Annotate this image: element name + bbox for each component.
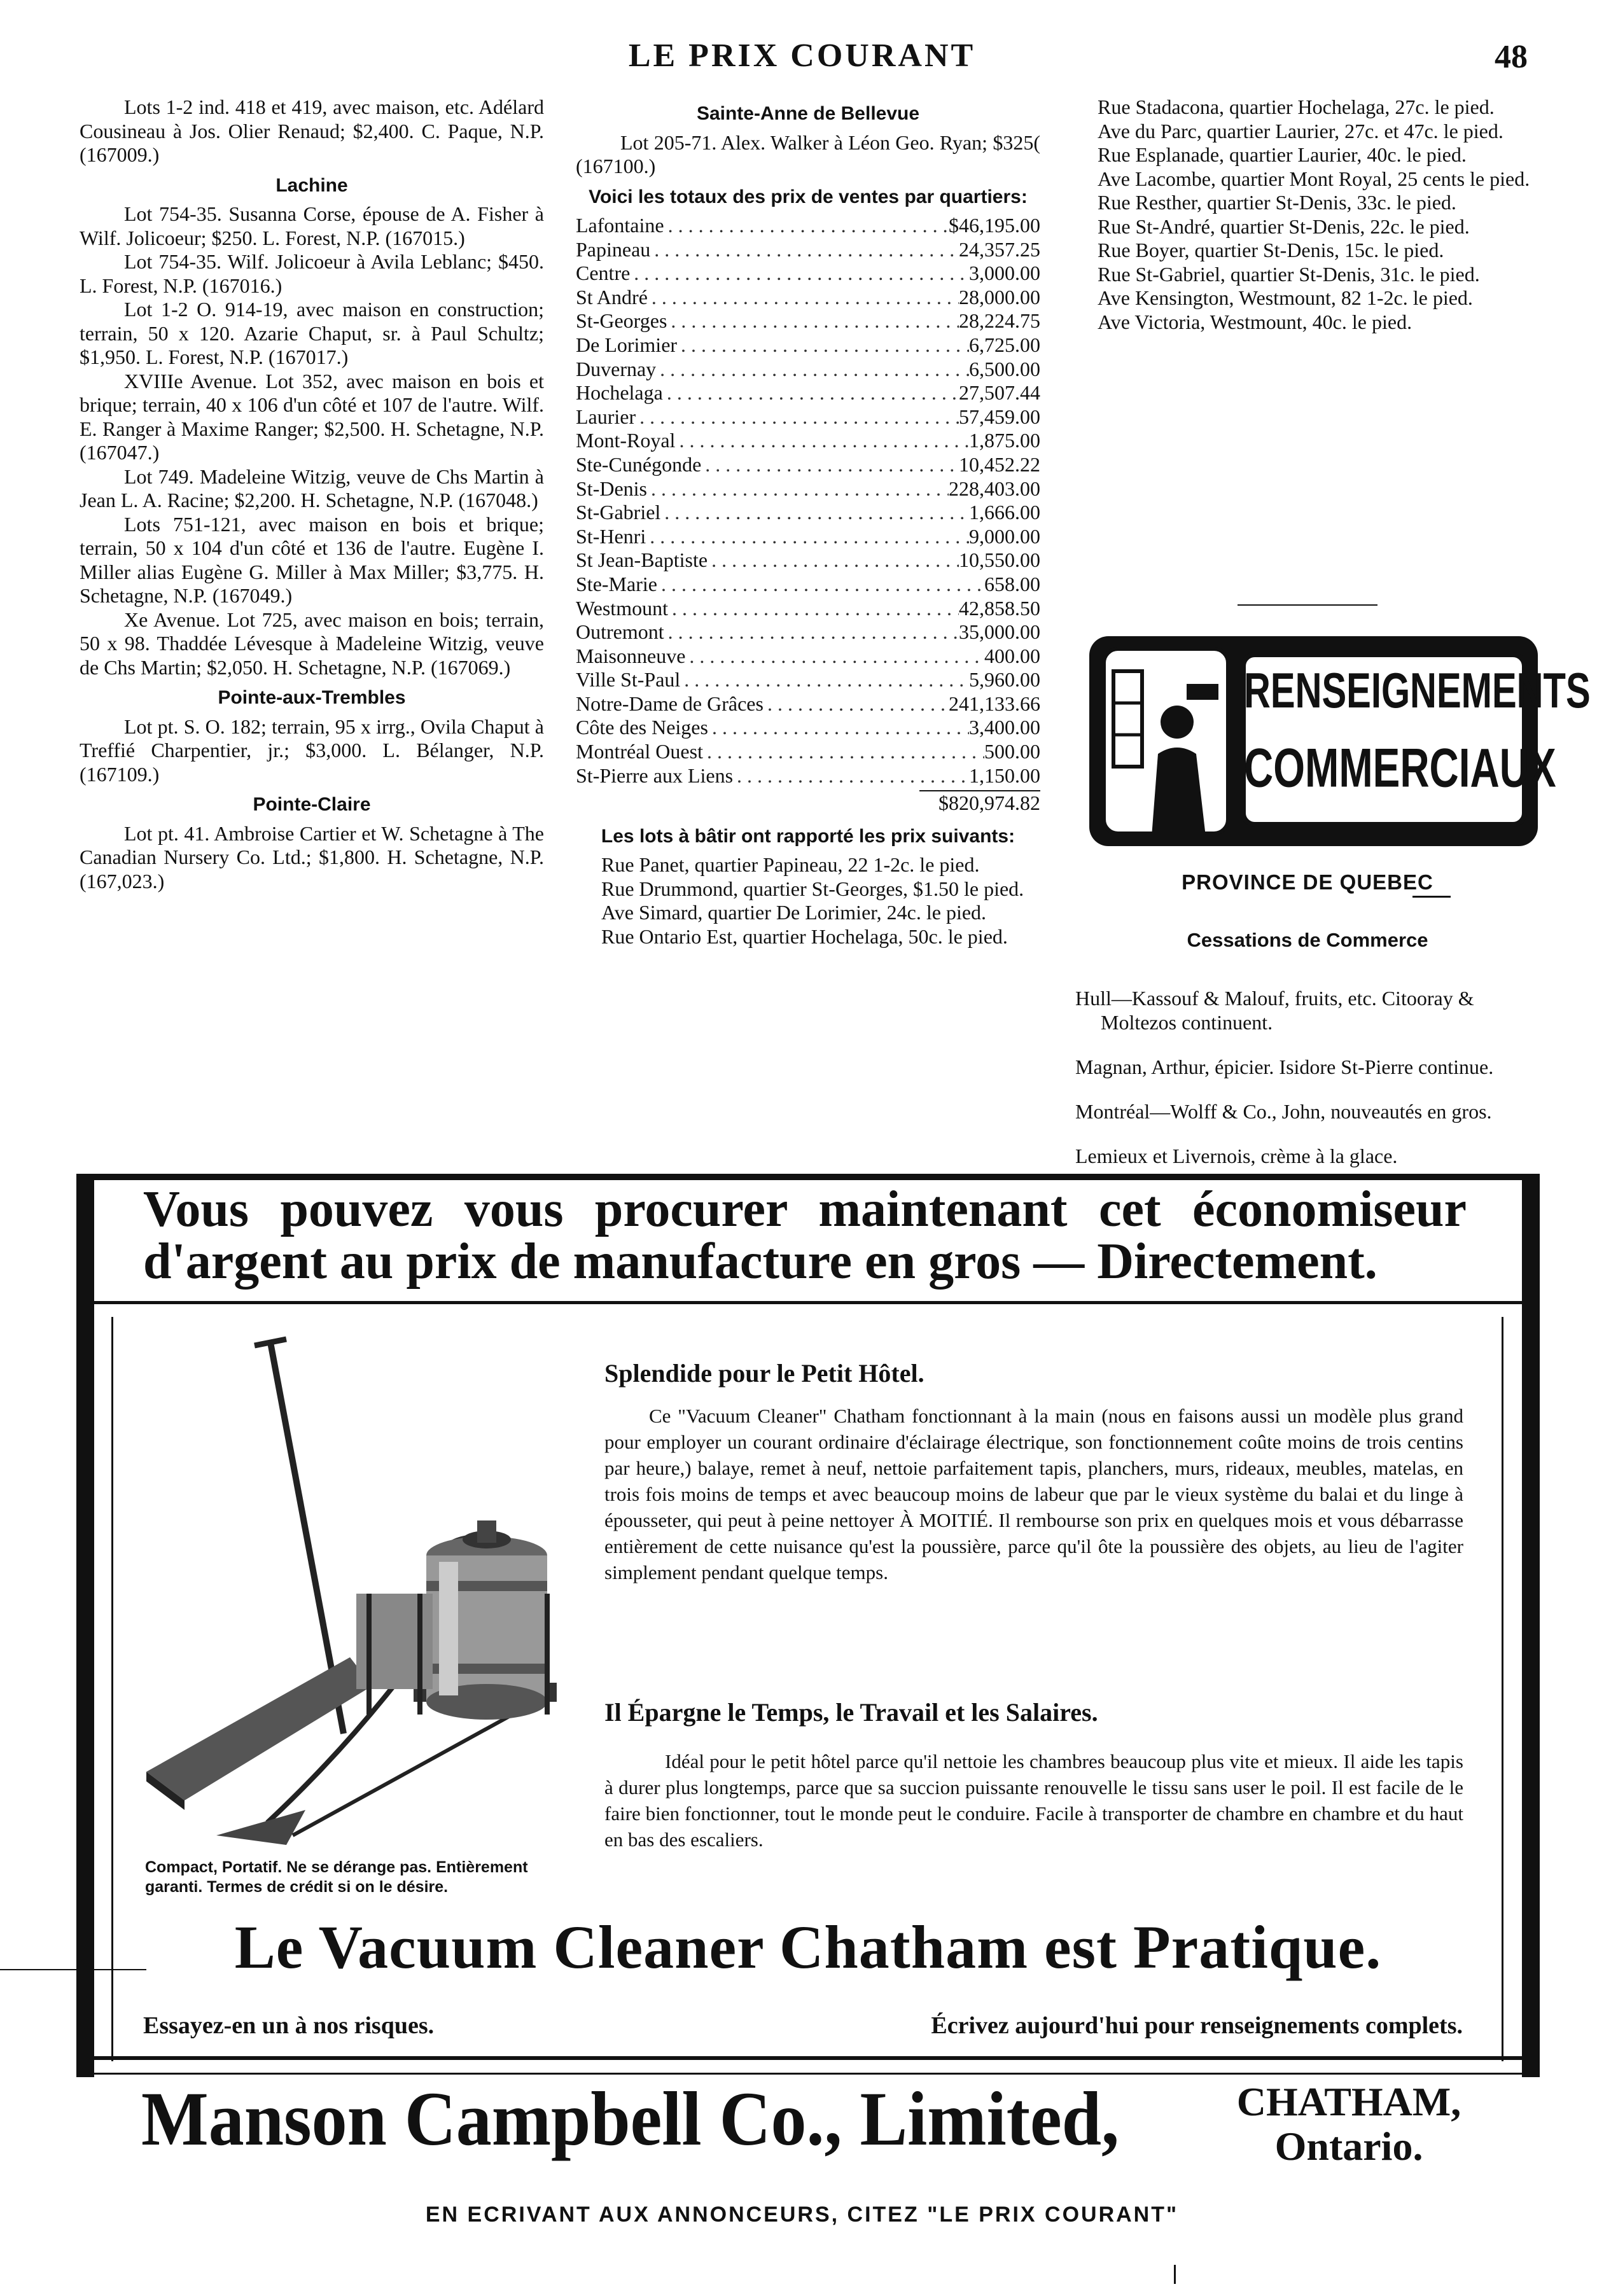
quarter-name: St-Denis (576, 477, 647, 500)
lot-price-entry: Rue Stadacona, quartier Hochelaga, 27c. le pied. (1098, 95, 1495, 118)
transaction-paragraph: Lot 1-2 O. 914-19, avec maison en construction; terrain, 50 x 120. Azarie Chaput, sr. à Paul Schultz; $1,950. L. Forest, N.P. (167017.) (80, 298, 544, 368)
quarter-name: Hochelaga (576, 381, 663, 405)
quarter-name: Ste-Marie (576, 572, 657, 595)
dot-leader (664, 214, 949, 238)
dot-leader (764, 692, 949, 716)
ad-headline: Vous pouvez vous procurer maintenant cet économiseur d'argent au prix de manufacture en gros — Directement. (143, 1181, 1467, 1290)
dot-leader (677, 333, 969, 358)
quarter-name: St-Gabriel (576, 501, 661, 524)
dot-leader (685, 644, 984, 669)
lot-price-entry: Rue Drummond, quartier St-Georges, $1.50 le pied. (601, 877, 1024, 900)
quarter-total: 28,224.75 (959, 309, 1040, 333)
quarter-name: Outremont (576, 620, 664, 644)
totals-row (576, 740, 1040, 764)
vacuum-cleaner-illustration (140, 1326, 585, 1880)
column-1 (80, 95, 544, 893)
totals-row (576, 597, 1040, 621)
dot-leader (660, 501, 969, 525)
dot-leader (630, 261, 969, 286)
quarter-name: Westmount (576, 596, 668, 620)
totals-row (576, 644, 1040, 669)
transaction-paragraph: Lots 1-2 ind. 418 et 419, avec maison, etc. Adélard Cousineau à Jos. Olier Renaud; $2,400. C. Paque, N.P. (167009.) (80, 95, 544, 166)
lot-price-entry: Ave Kensington, Westmount, 82 1-2c. le pied. (1098, 286, 1473, 309)
quarter-name: Ste-Cunégonde (576, 452, 702, 476)
dot-leader (636, 405, 959, 429)
company-name: Manson Campbell Co., Limited, (141, 2077, 1119, 2162)
emblem-line-2: COMMERCIAUX (1244, 737, 1556, 799)
company-city: CHATHAM, (1236, 2079, 1461, 2124)
column-3 (1072, 95, 1540, 334)
emblem-line-1: RENSEIGNEMENTS (1244, 662, 1591, 719)
lot-price-entry: Rue St-André, quartier St-Denis, 22c. le pied. (1098, 214, 1470, 238)
quarter-total: 3,400.00 (969, 716, 1040, 739)
quarter-total: 9,000.00 (969, 524, 1040, 548)
lot-price-entry: Rue Boyer, quartier St-Denis, 15c. le pied. (1098, 239, 1444, 261)
dot-leader (663, 381, 959, 405)
totals-row (576, 238, 1040, 262)
section-heading: Lachine (275, 174, 348, 196)
quarter-name: Montréal Ouest (576, 740, 703, 763)
lots-list (576, 853, 1040, 949)
quarter-name: Duvernay (576, 357, 657, 380)
totals-row (576, 548, 1040, 573)
totals-row (576, 716, 1040, 740)
dot-leader (733, 764, 969, 788)
quarter-name: De Lorimier (576, 333, 678, 356)
section-heading: Sainte-Anne de Bellevue (696, 103, 920, 124)
quarter-name: St-Pierre aux Liens (576, 763, 734, 787)
cessation-entry: Magnan, Arthur, épicier. Isidore St-Pierre continue. (1075, 1055, 1494, 1078)
dot-leader (664, 620, 959, 644)
quarter-name: St-Henri (576, 524, 646, 548)
lot-price-entry: Ave Victoria, Westmount, 40c. le pied. (1098, 310, 1412, 333)
transaction-paragraph: Lot 749. Madeleine Witzig, veuve de Chs Martin à Jean L. A. Racine; $2,200. H. Schetagne, N.P. (167048.) (80, 464, 544, 511)
dot-leader (708, 548, 959, 573)
dot-leader (675, 429, 969, 453)
ad-right-border (1522, 1174, 1540, 2077)
lots-list-continued (1072, 95, 1540, 334)
province-underline (1412, 896, 1451, 898)
quarter-total: 6,725.00 (969, 333, 1040, 356)
transaction-paragraph: Lot pt. S. O. 182; terrain, 95 x irrg., Ovila Chaput à Treffié Charpentier, jr.; $3,000. L. Bélanger, N.P. (167109.) (80, 714, 544, 786)
ad-tagline: Le Vacuum Cleaner Chatham est Pratique. (234, 1913, 1382, 1981)
ad-headline-divider (76, 1301, 1540, 1304)
totals-row (576, 429, 1040, 453)
lot-price-entry: Rue Resther, quartier St-Denis, 33c. le pied. (1098, 191, 1456, 214)
quarter-total: 28,000.00 (959, 285, 1040, 309)
totals-row (576, 764, 1040, 788)
lots-heading: Les lots à bâtir ont rapporté les prix suivants: (601, 825, 1015, 847)
quarter-total: 10,452.22 (959, 452, 1040, 476)
quarter-total: 6,500.00 (969, 357, 1040, 380)
lot-price-entry: Ave Simard, quartier De Lorimier, 24c. le pied. (601, 901, 987, 924)
quarter-name: Maisonneuve (576, 644, 686, 667)
quarter-total: 400.00 (984, 644, 1040, 667)
ad-inner-left-rule (111, 1317, 113, 2061)
quarter-total: 42,858.50 (959, 596, 1040, 620)
totals-heading: Voici les totaux des prix de ventes par quartiers: (589, 186, 1028, 207)
company-province: Ontario. (1274, 2124, 1423, 2169)
dot-leader (656, 358, 969, 382)
page-number: 48 (1495, 39, 1528, 75)
quarter-total: 1,150.00 (969, 763, 1040, 787)
totals-row (576, 381, 1040, 405)
ad-subheading-1: Splendide pour le Petit Hôtel. (604, 1359, 924, 1388)
lot-price-entry: Rue Panet, quartier Papineau, 22 1-2c. le pied. (601, 853, 980, 877)
dot-leader (703, 740, 984, 764)
totals-row (576, 525, 1040, 549)
totals-row (576, 620, 1040, 644)
quarter-name: Ville St-Paul (576, 668, 681, 692)
dot-leader (668, 597, 959, 621)
dot-leader (650, 238, 959, 262)
ad-paragraph-2: Idéal pour le petit hôtel parce qu'il nettoie les chambres beaucoup plus vite et mieux. Il aide les tapis à durer plus longtemps, parce que sa succion puissante renouvelle le tissu sans user le poil. Il est facile de le faire bien fonctionner, tout le monde peut le conduire. Facile à transporter de chambre en chambre et du haut en bas des escaliers. (604, 1750, 1463, 1851)
totals-row (576, 309, 1040, 333)
illustration-caption: Compact, Portatif. Ne se dérange pas. Entièrement garanti. Termes de crédit si on le désire. (145, 1858, 528, 1896)
quarter-name: Notre-Dame de Grâces (576, 692, 764, 715)
totals-row (576, 286, 1040, 310)
page-header-title: LE PRIX COURANT (628, 38, 976, 74)
cessation-entry: Montréal—Wolff & Co., John, nouveautés en gros. (1075, 1100, 1492, 1123)
totals-row (576, 692, 1040, 716)
quarter-total: 35,000.00 (959, 620, 1040, 644)
transaction-paragraph: Lot pt. 41. Ambroise Cartier et W. Schetagne à The Canadian Nursery Co. Ltd.; $1,800. H. Schetagne, N.P. (167,023.) (80, 821, 544, 893)
ad-paragraph-1: Ce "Vacuum Cleaner" Chatham fonctionnant à la main (nous en faisons aussi un modèle plus grand pour employer un courant ordinaire d'éclairage électrique, son fonctionnement coûte moins de trois centins par heure,) balaye, remet à neuf, nettoie parfaitement tapis, planchers, murs, rideaux, meubles, matelas, en trois fois moins de temps et avec beaucoup moins de labeur que par le vieux système du balai et du linge à épousseter, qui peut à peine nettoyer À MOITIÉ. Il rembourse son prix en quelques mois et vous débarrasse entièrement de cette nuisance qu'est la poussière, parce qu'il ôte la poussière des objets, au lieu de l'agiter simplement pendant quelque temps. (604, 1405, 1463, 1583)
column-2 (576, 95, 1040, 949)
quarter-name: Papineau (576, 237, 651, 261)
quarter-total: $46,195.00 (949, 214, 1040, 237)
section-heading: Pointe-Claire (253, 794, 371, 815)
footer-mark (1174, 2265, 1176, 2284)
quarter-total: 3,000.00 (969, 261, 1040, 285)
quarter-name: Côte des Neiges (576, 716, 708, 739)
cessation-entry: Hull—Kassouf & Malouf, fruits, etc. Citooray & Moltezos continuent. (1075, 987, 1474, 1034)
lot-price-entry: Rue Esplanade, quartier Laurier, 40c. le pied. (1098, 143, 1467, 166)
quarter-total: 1,666.00 (969, 501, 1040, 524)
transaction-paragraph: Lot 754-35. Susanna Corse, épouse de A. Fisher à Wilf. Jolicoeur; $250. L. Forest, N.P. (167015.) (80, 202, 544, 249)
quarter-total: 500.00 (984, 740, 1040, 763)
dot-leader (648, 286, 959, 310)
separator-rule (1238, 604, 1377, 606)
quarter-total: 10,550.00 (959, 548, 1040, 572)
clerk-illustration-icon (1101, 646, 1231, 837)
quarter-name: Lafontaine (576, 214, 664, 237)
totals-row (576, 214, 1040, 238)
dot-leader (701, 453, 959, 477)
quarter-total: 1,875.00 (969, 429, 1040, 452)
ad-left-border (76, 1174, 94, 2077)
cessations-list (1075, 966, 1540, 1188)
totals-row (576, 358, 1040, 382)
margin-mark (0, 1969, 146, 1970)
quarter-total: 57,459.00 (959, 405, 1040, 428)
ad-write-offer: Écrivez aujourd'hui pour renseignements complets. (931, 2012, 1463, 2039)
lot-price-entry: Rue St-Gabriel, quartier St-Denis, 31c. le pied. (1098, 262, 1480, 286)
totals-list (576, 214, 1040, 788)
section-heading: Pointe-aux-Trembles (218, 687, 406, 708)
ad-top-border (76, 1174, 1540, 1180)
dot-leader (708, 716, 969, 740)
transaction-paragraph: Xe Avenue. Lot 725, avec maison en bois; terrain, 50 x 98. Thaddée Lévesque à Madeleine Witzig, veuve de Chs Martin; $2,050. H. Schetagne, N.P. (167069.) (80, 608, 544, 679)
dot-leader (667, 309, 959, 333)
dot-leader (657, 573, 984, 597)
ad-company-divider (76, 2056, 1540, 2060)
transaction-paragraph: Lot 754-35. Wilf. Jolicoeur à Avila Leblanc; $450. L. Forest, N.P. (167016.) (80, 250, 544, 297)
ad-inner-right-rule (1502, 1317, 1503, 2061)
totals-row (576, 453, 1040, 477)
quarter-name: Centre (576, 261, 631, 285)
totals-row (576, 261, 1040, 286)
ad-company-divider-2 (76, 2073, 1540, 2075)
quarter-total: 27,507.44 (959, 381, 1040, 405)
totals-row (576, 501, 1040, 525)
quarter-name: Laurier (576, 405, 636, 428)
totals-row (576, 405, 1040, 429)
lot-price-entry: Ave du Parc, quartier Laurier, 27c. et 47c. le pied. (1098, 119, 1503, 143)
quarter-total: 228,403.00 (949, 477, 1040, 500)
transaction-paragraph: XVIIIe Avenue. Lot 352, avec maison en bois et brique; terrain, 40 x 106 d'un côté et 107 de l'autre. Wilf. E. Ranger à Maxime Ranger; $2,500. H. Schetagne, N.P. (167047.) (80, 369, 544, 464)
dot-leader (646, 525, 969, 549)
cessations-heading: Cessations de Commerce (1187, 929, 1428, 951)
lot-price-entry: Ave Lacombe, quartier Mont Royal, 25 cents le pied. (1098, 167, 1530, 190)
transaction-paragraph: Lots 751-121, avec maison en bois et brique; terrain, 50 x 104 d'un côté et 136 de l'autre. Eugène I. Miller alias Eugène G. Miller à Max Miller; $3,775. H. Schetagne, N.P. (167049.) (80, 512, 544, 607)
cessation-entry: Lemieux et Livernois, crème à la glace. (1075, 1145, 1398, 1167)
quarter-name: St André (576, 285, 648, 309)
totals-row (576, 333, 1040, 358)
lot-price-entry: Rue Ontario Est, quartier Hochelaga, 50c. le pied. (601, 924, 1008, 948)
province-heading: PROVINCE DE QUEBEC (1182, 870, 1433, 894)
grand-total: $820,974.82 (938, 791, 1040, 815)
page-footer: EN ECRIVANT AUX ANNONCEURS, CITEZ "LE PRIX COURANT" (425, 2202, 1179, 2227)
quarter-name: St Jean-Baptiste (576, 548, 708, 572)
ad-subheading-2: Il Épargne le Temps, le Travail et les Salaires. (604, 1698, 1098, 1727)
ad-try-offer: Essayez-en un à nos risques. (143, 2012, 435, 2039)
quarter-total: 241,133.66 (949, 692, 1040, 715)
quarter-total: 5,960.00 (969, 668, 1040, 692)
quarter-name: Mont-Royal (576, 429, 676, 452)
transaction-paragraph: Lot 205-71. Alex. Walker à Léon Geo. Ryan; $325( (167100.) (576, 130, 1040, 177)
quarter-total: 24,357.25 (959, 237, 1040, 261)
dot-leader (647, 477, 949, 501)
totals-row (576, 668, 1040, 692)
totals-row (576, 573, 1040, 597)
quarter-name: St-Georges (576, 309, 667, 333)
totals-row (576, 477, 1040, 501)
quarter-total: 658.00 (984, 572, 1040, 595)
dot-leader (680, 668, 969, 692)
